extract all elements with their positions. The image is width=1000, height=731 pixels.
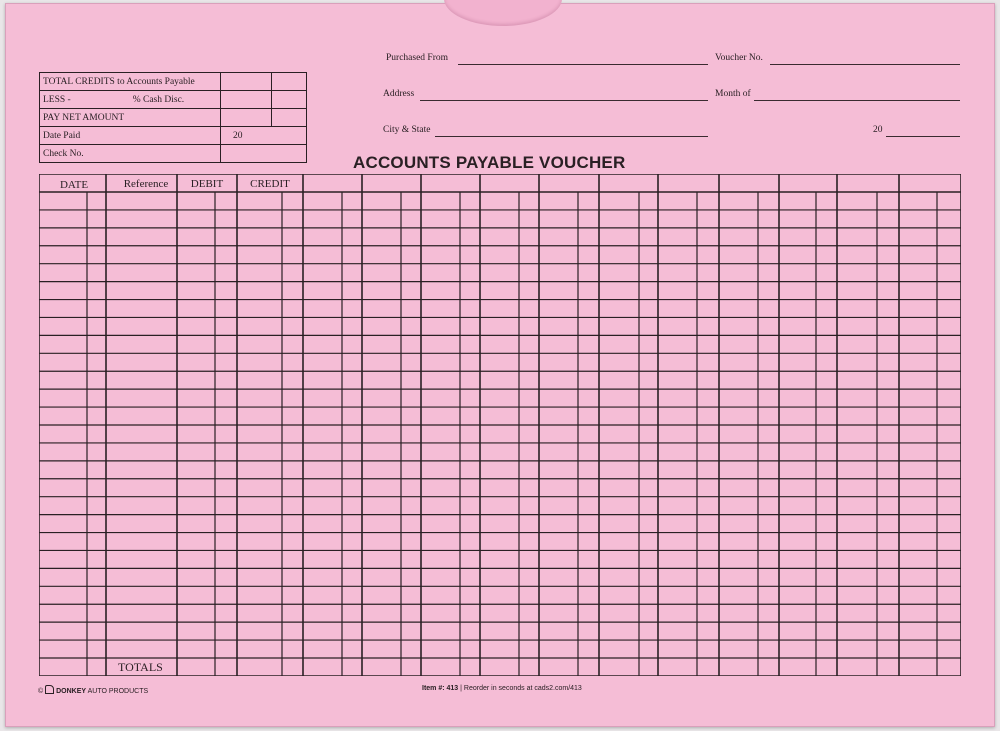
brand-footer — [38, 685, 148, 695]
pay-net-label: PAY NET AMOUNT — [40, 109, 221, 127]
total-credits-label: TOTAL CREDITS to Accounts Payable — [40, 73, 221, 91]
reorder-text: Reorder in seconds at cads2.com/413 — [463, 685, 582, 692]
year-prefix: 20 — [873, 125, 883, 135]
copyright-mark: © — [38, 688, 44, 695]
header-debit: DEBIT — [190, 178, 224, 190]
address-line[interactable] — [420, 100, 708, 101]
less-cents[interactable] — [272, 91, 307, 109]
brand-rest: AUTO PRODUCTS — [87, 688, 149, 695]
city-state-label: City & State — [383, 125, 431, 135]
less-cell — [40, 91, 221, 109]
voucher-no-label: Voucher No. — [715, 53, 763, 63]
purchased-from-line[interactable] — [458, 64, 708, 65]
page-title: ACCOUNTS PAYABLE VOUCHER — [353, 153, 626, 172]
header-credit: CREDIT — [250, 178, 290, 190]
city-state-line[interactable] — [435, 136, 708, 137]
header-reference: Reference — [123, 178, 169, 190]
voucher-sheet — [5, 3, 995, 727]
ledger-grid[interactable] — [39, 174, 961, 676]
total-credits-cents[interactable] — [272, 73, 307, 91]
address-label: Address — [383, 89, 415, 99]
summary-box — [39, 72, 307, 163]
totals-label: TOTALS — [118, 660, 163, 674]
voucher-no-line[interactable] — [770, 64, 960, 65]
check-no-label: Check No. — [40, 145, 221, 163]
thumb-notch — [444, 0, 562, 26]
month-of-label: Month of — [715, 89, 751, 99]
total-credits-dollars[interactable] — [221, 73, 272, 91]
footer-separator: | — [460, 685, 462, 692]
brand-name: DONKEY — [56, 688, 87, 695]
header-date: DATE — [59, 179, 89, 191]
pay-net-dollars[interactable] — [221, 109, 272, 127]
date-paid-label: Date Paid — [40, 127, 221, 145]
check-no-field[interactable] — [221, 145, 307, 163]
item-footer — [422, 685, 582, 692]
date-paid-year[interactable]: 20 — [221, 127, 307, 145]
year-line[interactable] — [886, 136, 960, 137]
less-dollars[interactable] — [221, 91, 272, 109]
pay-net-cents[interactable] — [272, 109, 307, 127]
donkey-logo-icon — [45, 685, 54, 694]
cash-disc-label: % Cash Disc. — [132, 94, 185, 105]
purchased-from-label: Purchased From — [386, 53, 449, 63]
less-label: LESS - — [43, 94, 71, 105]
item-number: Item #: 413 — [422, 685, 459, 692]
month-of-line[interactable] — [754, 100, 960, 101]
